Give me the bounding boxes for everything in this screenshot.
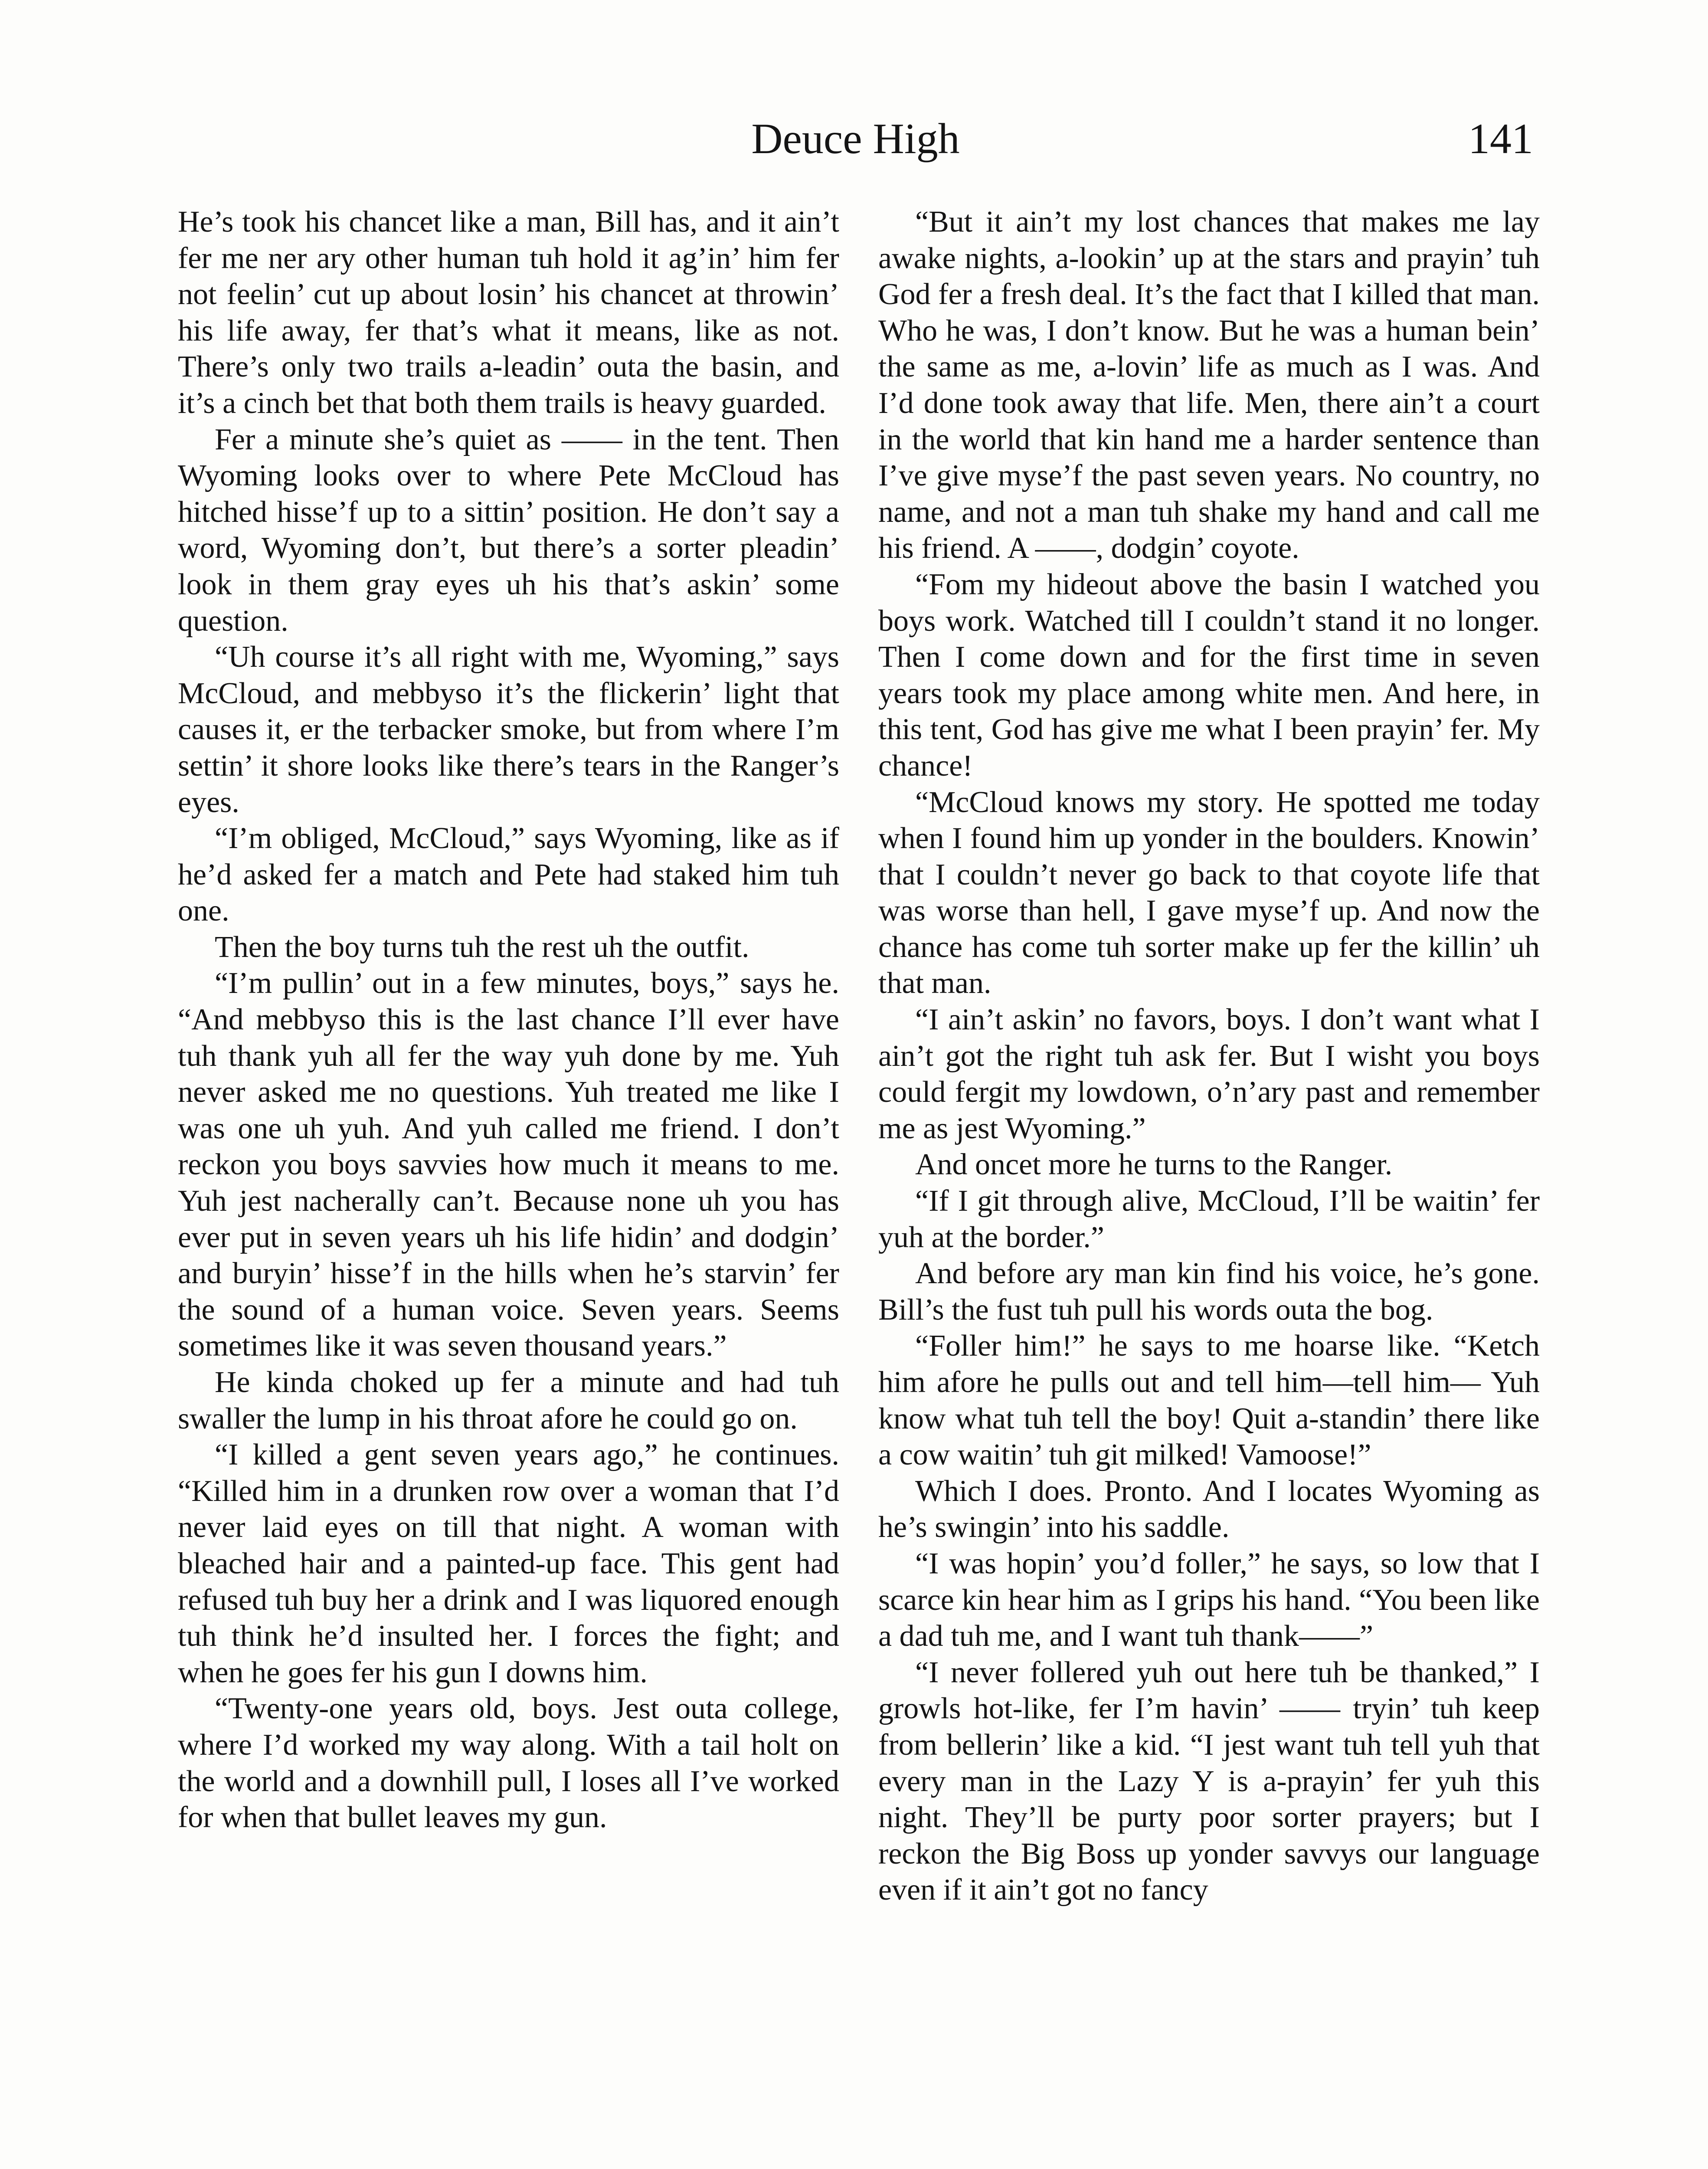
paragraph: And before ary man kin find his voice, he’s gone. Bill’s the fust tuh pull his words outa the bog. <box>878 1257 1540 1327</box>
page-header <box>178 111 1533 167</box>
paragraph: “Fom my hideout above the basin I watched you boys work. Watched till I couldn’t stand it no longer. Then I come down and for the first time in seven years took my place among white men. And here, in this tent, God has give me what I been prayin’ fer. My chance! <box>878 567 1540 783</box>
left-column <box>178 204 839 1836</box>
paragraph: “But it ain’t my lost chances that makes me lay awake nights, a-lookin’ up at the stars and prayin’ tuh God fer a fresh deal. It’s the fact that I killed that man. Who he was, I don’t know. But he was a human bein’ the same as me, a-lovin’ life as much as I was. And I’d done took away that life. Men, there ain’t a court in the world that kin hand me a harder sentence than I’ve give myse’f the past seven years. No country, no name, and not a man tuh shake my hand and call me his friend. A ——, dodgin’ coyote. <box>878 205 1540 565</box>
paragraph: “Foller him!” he says to me hoarse like. “Ketch him afore he pulls out and tell him—tell him— Yuh know what tuh tell the boy! Quit a-standin’ there like a cow waitin’ tuh git milked! Vamoose!” <box>878 1329 1540 1472</box>
paragraph: “If I git through alive, McCloud, I’ll be waitin’ fer yuh at the border.” <box>878 1184 1540 1254</box>
page-number: 141 <box>1468 115 1533 163</box>
paragraph: He’s took his chancet like a man, Bill has, and it ain’t fer me ner ary other human tuh hold it ag’in’ him fer not feelin’ cut up about losin’ his chancet at throwin’ his life away, fer that’s what it means, like as not. There’s only two trails a-leadin’ outa the basin, and it’s a cinch bet that both them trails is heavy guarded. <box>178 205 839 420</box>
paragraph: “I ain’t askin’ no favors, boys. I don’t want what I ain’t got the right tuh ask fer. But I wisht you boys could fergit my lowdown, o’n’ary past and remember me as jest Wyoming.” <box>878 1003 1540 1145</box>
paragraph: “I’m pullin’ out in a few minutes, boys,” says he. “And mebbyso this is the last chance I’ll ever have tuh thank yuh all fer the way yuh done by me. Yuh never asked me no questions. Yuh treated me like I was one uh yuh. And yuh called me friend. I don’t reckon you boys savvies how much it means to me. Yuh jest nacherally can’t. Because none uh you has ever put in seven years uh his life hidin’ and dodgin’ and buryin’ hisse’f in the hills when he’s starvin’ fer the sound of a human voice. Seven years. Seems sometimes like it was seven thousand years.” <box>178 967 839 1363</box>
paragraph: And oncet more he turns to the Ranger. <box>915 1148 1393 1182</box>
paragraph: “McCloud knows my story. He spotted me today when I found him up yonder in the boulders. Knowin’ that I couldn’t never go back to that coyote life that was worse than hell, I gave myse’f up. And now the chance has come tuh sorter make up fer the killin’ uh that man. <box>878 785 1540 1000</box>
paragraph: “I’m obliged, McCloud,” says Wyoming, like as if he’d asked fer a match and Pete had staked him tuh one. <box>178 822 839 928</box>
paragraph: Then the boy turns tuh the rest uh the outfit. <box>215 930 749 964</box>
paragraph: “I was hopin’ you’d foller,” he says, so low that I scarce kin hear him as I grips his hand. “You been like a dad tuh me, and I want tuh thank——” <box>878 1546 1540 1653</box>
paragraph: “Uh course it’s all right with me, Wyoming,” says McCloud, and mebbyso it’s the flickerin’ light that causes it, er the terbacker smoke, but from where I’m settin’ it shore looks like there’s tears in the Ranger’s eyes. <box>178 640 839 819</box>
right-column <box>878 204 1540 1908</box>
paragraph: “I never follered yuh out here tuh be thanked,” I growls hot-like, fer I’m havin’ —— tryin’ tuh keep from bellerin’ like a kid. “I jest want tuh tell yuh that every man in the Lazy Y is a-prayin’ fer yuh this night. They’ll be purty poor sorter prayers; but I reckon the Big Boss up yonder savvys our language even if it ain’t got no fancy <box>878 1655 1540 1907</box>
paragraph: Which I does. Pronto. And I locates Wyoming as he’s swingin’ into his saddle. <box>878 1474 1540 1544</box>
paragraph: He kinda choked up fer a minute and had tuh swaller the lump in his throat afore he could go on. <box>178 1366 839 1435</box>
paragraph: Fer a minute she’s quiet as —— in the tent. Then Wyoming looks over to where Pete McCloud has hitched hisse’f up to a sittin’ position. He don’t say a word, Wyoming don’t, but there’s a sorter pleadin’ look in them gray eyes uh his that’s askin’ some question. <box>178 423 839 638</box>
paragraph: “I killed a gent seven years ago,” he continues. “Killed him in a drunken row over a woman that I’d never laid eyes on till that night. A woman with bleached hair and a painted-up face. This gent had refused tuh buy her a drink and I was liquored enough tuh think he’d insulted her. I forces the fight; and when he goes fer his gun I downs him. <box>178 1438 839 1689</box>
running-title: Deuce High <box>751 115 960 163</box>
paragraph: “Twenty-one years old, boys. Jest outa college, where I’d worked my way along. With a tail holt on the world and a downhill pull, I loses all I’ve worked for when that bullet leaves my gun. <box>178 1692 839 1835</box>
